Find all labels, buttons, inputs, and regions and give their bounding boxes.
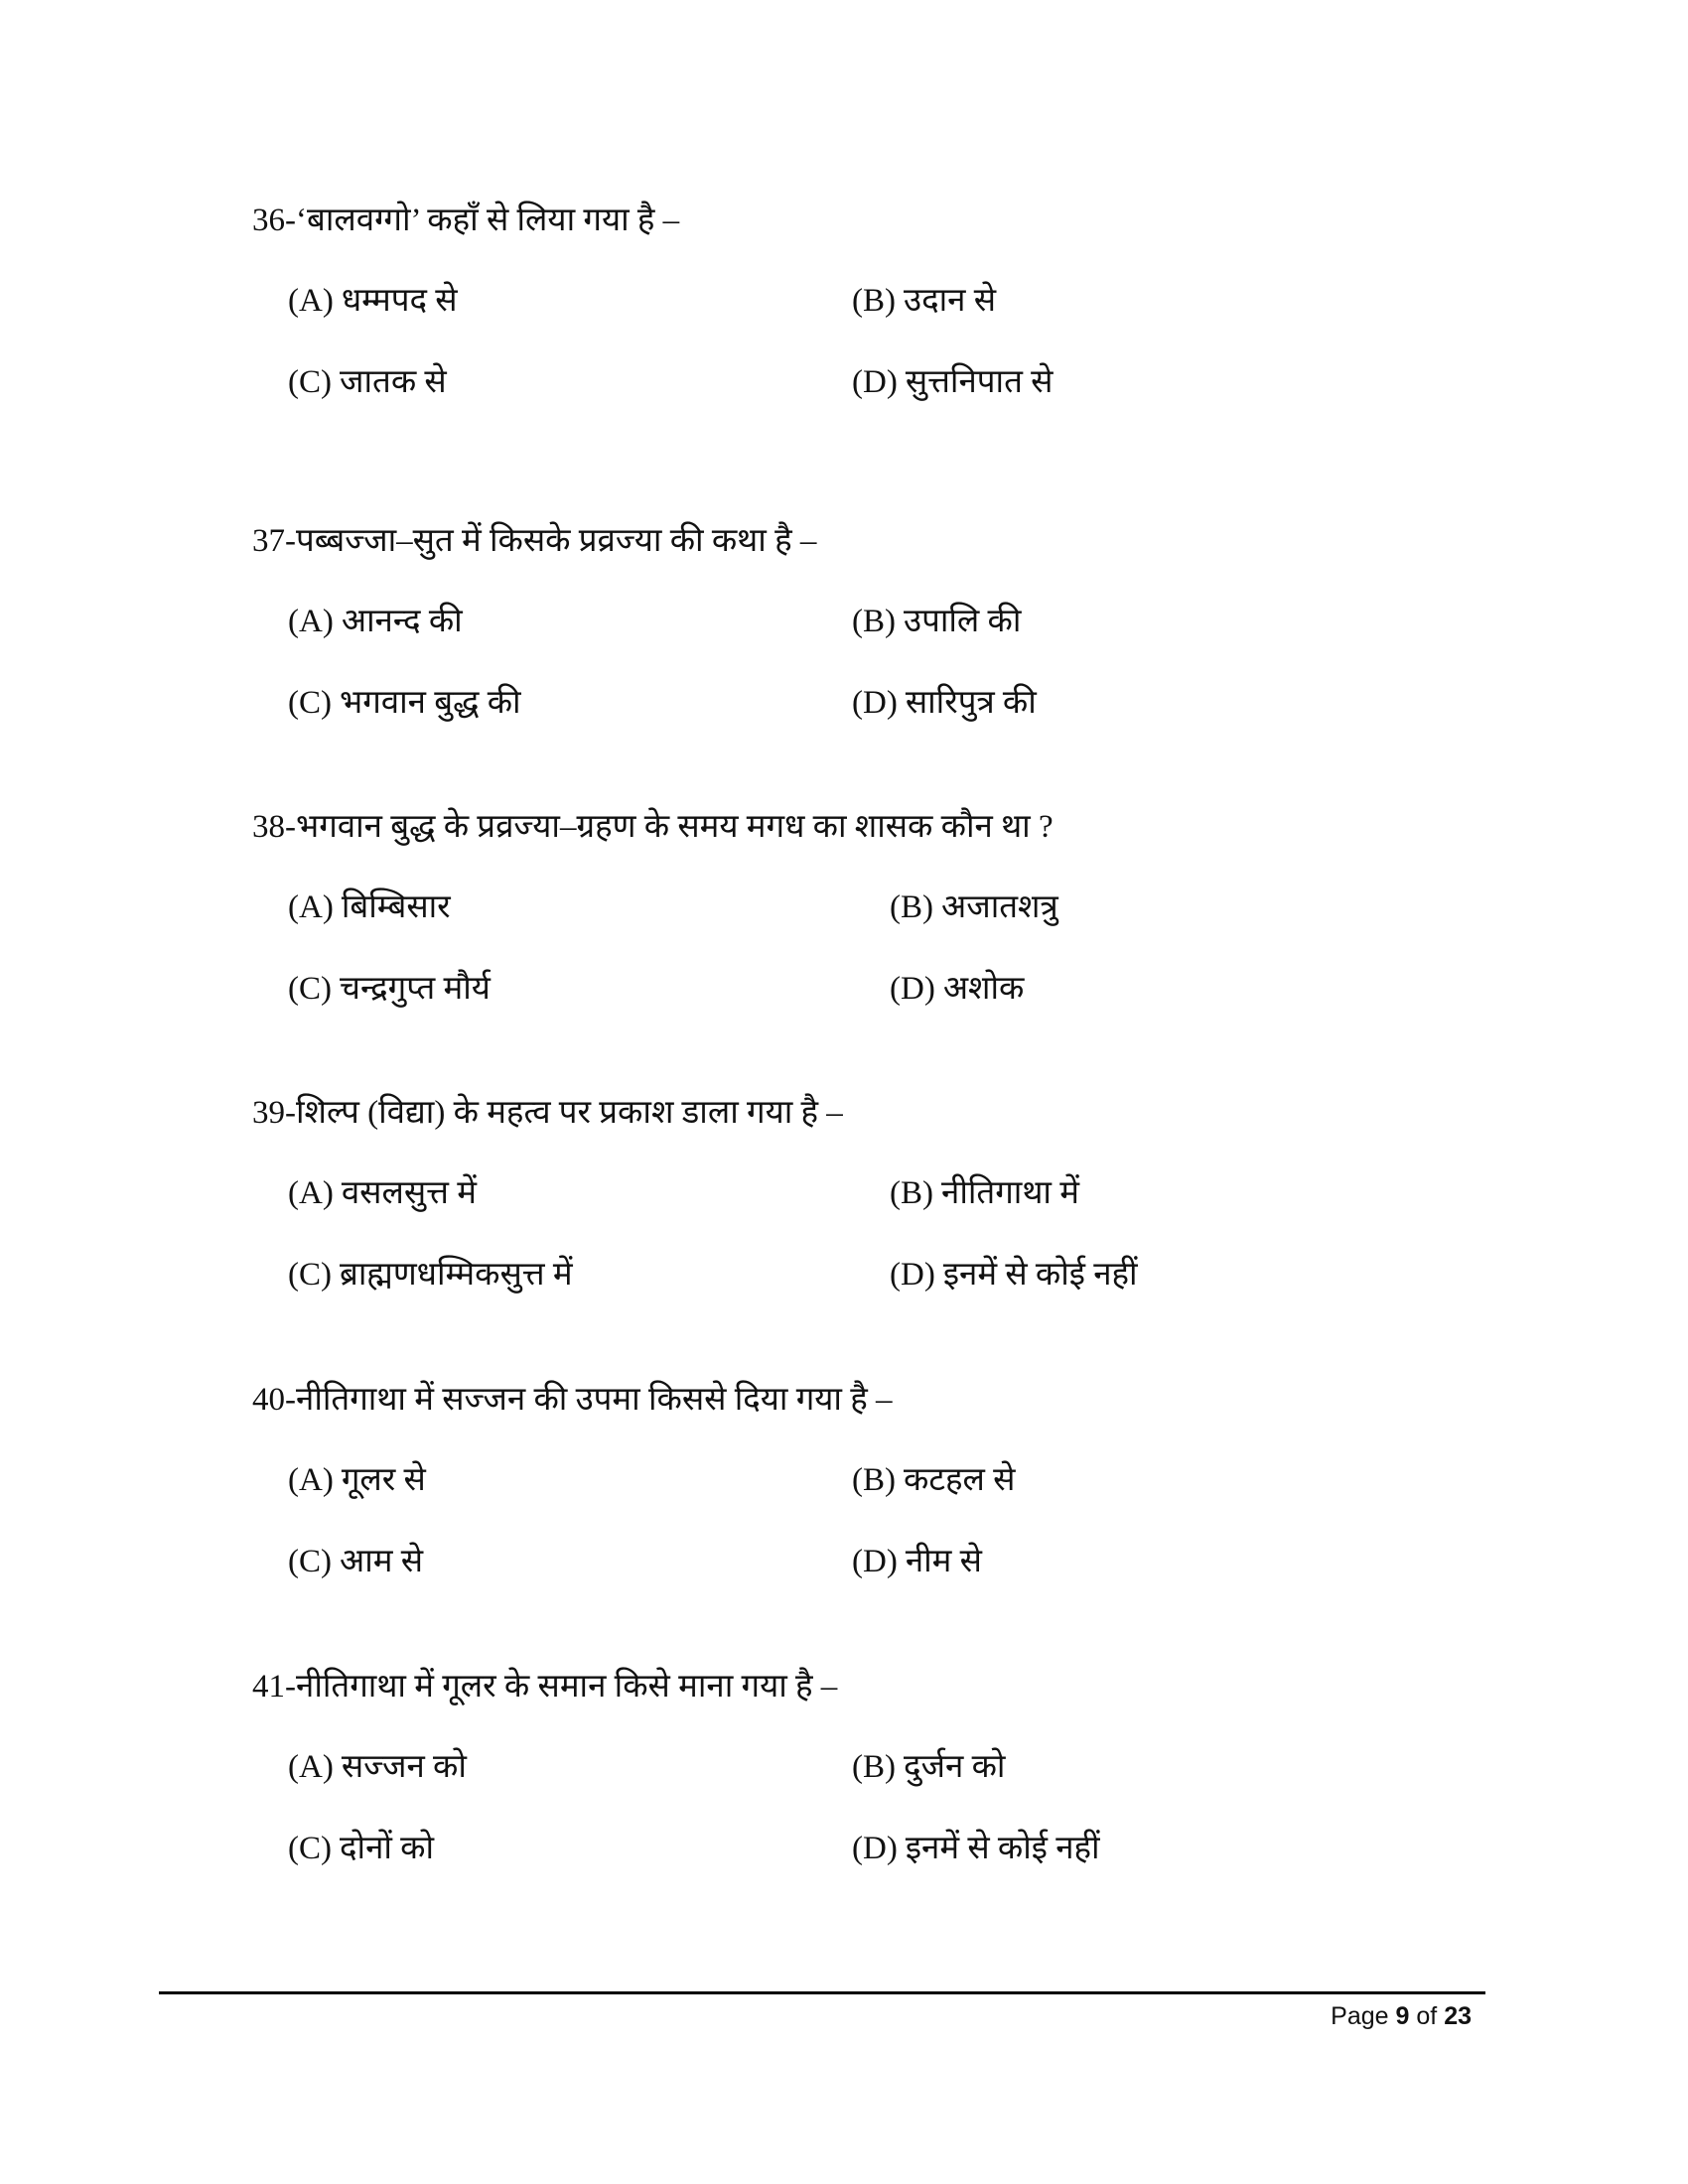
option-b bbox=[890, 886, 1058, 929]
option-text: भगवान बुद्ध की bbox=[340, 685, 521, 721]
question-number: 37- bbox=[252, 523, 296, 559]
question-number: 40- bbox=[252, 1382, 296, 1418]
option-b bbox=[852, 1745, 1005, 1789]
option-c bbox=[288, 967, 491, 1011]
option-text: दुर्जन को bbox=[904, 1749, 1006, 1785]
option-text: नीतिगाथा में bbox=[941, 1175, 1079, 1211]
option-a bbox=[288, 1745, 467, 1789]
option-label: (A) bbox=[288, 604, 334, 639]
option-label: (B) bbox=[852, 1462, 896, 1498]
question-36 bbox=[252, 199, 679, 242]
option-label: (B) bbox=[890, 1175, 933, 1211]
option-label: (D) bbox=[890, 1257, 935, 1293]
option-b bbox=[890, 1171, 1079, 1215]
option-label: (A) bbox=[288, 889, 334, 925]
option-text: इनमें से कोई नहीं bbox=[942, 1257, 1138, 1293]
question-text: नीतिगाथा में गूलर के समान किसे माना गया है – bbox=[296, 1669, 838, 1705]
option-label: (C) bbox=[288, 364, 332, 400]
page-word: Page bbox=[1331, 2002, 1389, 2030]
question-text: ‘बालवग्गो’ कहाँ से लिया गया है – bbox=[296, 203, 680, 238]
option-b bbox=[852, 1458, 1015, 1502]
option-label: (B) bbox=[852, 283, 896, 319]
option-text: जातक से bbox=[340, 364, 447, 400]
question-number: 41- bbox=[252, 1669, 296, 1705]
option-a bbox=[288, 600, 463, 643]
question-text: पब्बज्जा–सुत में किसके प्रव्रज्या की कथा है – bbox=[296, 523, 817, 559]
option-label: (A) bbox=[288, 1462, 334, 1498]
option-text: सारिपुत्र की bbox=[905, 685, 1037, 721]
option-text: धम्मपद से bbox=[341, 283, 458, 319]
option-a bbox=[288, 1171, 477, 1215]
question-41 bbox=[252, 1665, 837, 1708]
option-text: उपालि की bbox=[904, 604, 1022, 639]
option-c bbox=[288, 360, 447, 404]
option-label: (C) bbox=[288, 685, 332, 721]
option-label: (D) bbox=[852, 1544, 898, 1579]
option-label: (A) bbox=[288, 283, 334, 319]
option-d bbox=[890, 967, 1024, 1011]
question-text: भगवान बुद्ध के प्रव्रज्या–ग्रहण के समय मगध का शासक कौन था ? bbox=[296, 809, 1054, 845]
option-text: आनन्द की bbox=[341, 604, 463, 639]
option-text: वसलसुत्त में bbox=[341, 1175, 477, 1211]
option-text: चन्द्रगुप्त मौर्य bbox=[340, 971, 491, 1007]
option-text: सुत्तनिपात से bbox=[905, 364, 1054, 400]
page-number bbox=[1331, 2002, 1472, 2031]
option-c bbox=[288, 681, 521, 725]
option-text: गूलर से bbox=[341, 1462, 426, 1498]
option-text: कटहल से bbox=[904, 1462, 1016, 1498]
footer-divider bbox=[159, 1991, 1485, 1994]
option-label: (A) bbox=[288, 1175, 334, 1211]
option-b bbox=[852, 279, 996, 323]
option-text: सज्जन को bbox=[341, 1749, 467, 1785]
question-text: शिल्प (विद्या) के महत्व पर प्रकाश डाला गया है – bbox=[296, 1095, 843, 1131]
option-text: अजातशत्रु bbox=[941, 889, 1058, 925]
option-label: (C) bbox=[288, 971, 332, 1007]
option-text: उदान से bbox=[904, 283, 997, 319]
option-text: अशोक bbox=[942, 971, 1025, 1007]
question-number: 36- bbox=[252, 203, 296, 238]
option-label: (B) bbox=[852, 604, 896, 639]
option-c bbox=[288, 1827, 434, 1870]
option-c bbox=[288, 1540, 423, 1583]
total-pages: 23 bbox=[1444, 2002, 1472, 2030]
option-label: (D) bbox=[852, 1831, 898, 1866]
question-text: नीतिगाथा में सज्जन की उपमा किससे दिया गया है – bbox=[296, 1382, 893, 1418]
option-text: बिम्बिसार bbox=[341, 889, 451, 925]
question-number: 39- bbox=[252, 1095, 296, 1131]
option-c bbox=[288, 1253, 573, 1297]
option-label: (D) bbox=[890, 971, 935, 1007]
option-label: (C) bbox=[288, 1544, 332, 1579]
option-text: नीम से bbox=[905, 1544, 982, 1579]
of-word: of bbox=[1416, 2002, 1438, 2030]
option-d bbox=[890, 1253, 1138, 1297]
option-d bbox=[852, 1540, 982, 1583]
current-page: 9 bbox=[1395, 2002, 1410, 2030]
option-a bbox=[288, 1458, 426, 1502]
option-text: दोनों को bbox=[340, 1831, 435, 1866]
option-d bbox=[852, 681, 1037, 725]
option-label: (C) bbox=[288, 1831, 332, 1866]
option-label: (C) bbox=[288, 1257, 332, 1293]
option-a bbox=[288, 279, 458, 323]
option-label: (A) bbox=[288, 1749, 334, 1785]
question-37 bbox=[252, 519, 816, 563]
option-label: (D) bbox=[852, 364, 898, 400]
option-label: (B) bbox=[852, 1749, 896, 1785]
option-a bbox=[288, 886, 451, 929]
option-label: (B) bbox=[890, 889, 933, 925]
option-label: (D) bbox=[852, 685, 898, 721]
question-38 bbox=[252, 805, 1054, 849]
option-d bbox=[852, 1827, 1100, 1870]
option-d bbox=[852, 360, 1053, 404]
question-39 bbox=[252, 1091, 843, 1135]
question-number: 38- bbox=[252, 809, 296, 845]
option-text: आम से bbox=[340, 1544, 424, 1579]
option-b bbox=[852, 600, 1021, 643]
option-text: ब्राह्मणधम्मिकसुत्त में bbox=[340, 1257, 573, 1293]
option-text: इनमें से कोई नहीं bbox=[905, 1831, 1100, 1866]
question-40 bbox=[252, 1378, 893, 1422]
